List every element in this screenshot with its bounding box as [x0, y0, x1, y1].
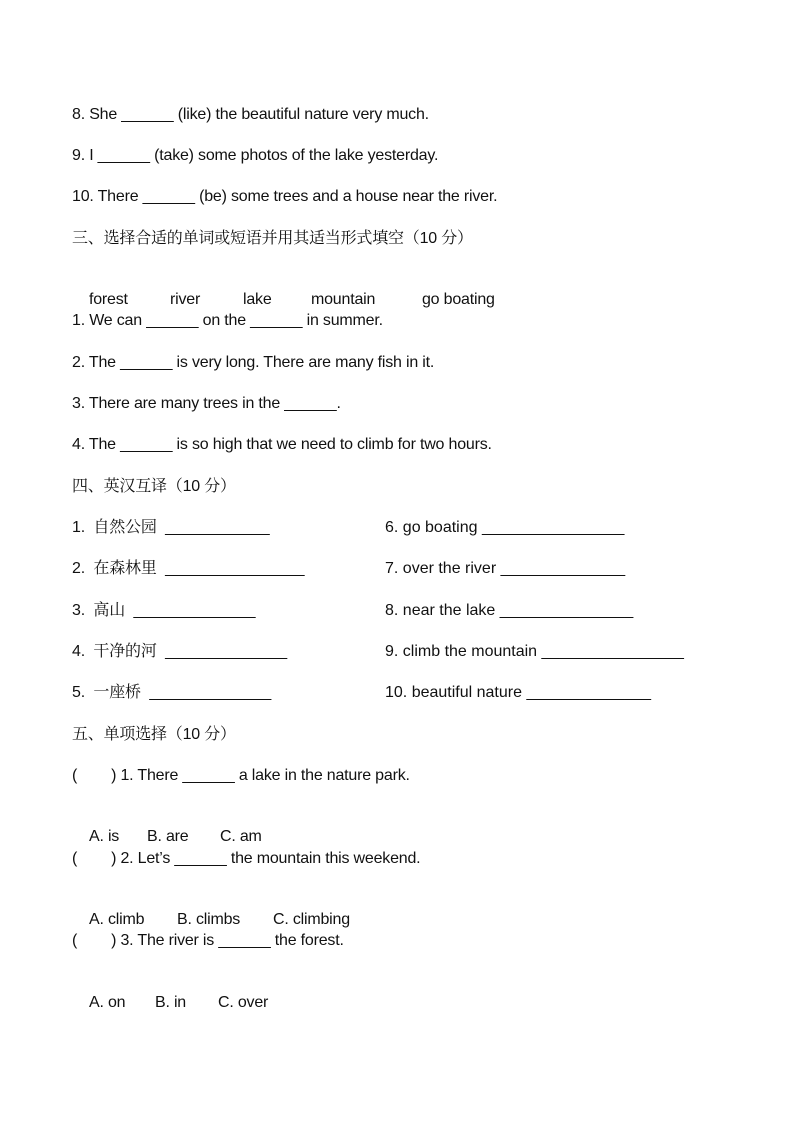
section-4-heading: 四、英汉互译（10 分）: [72, 478, 236, 495]
option: A. is: [88, 828, 120, 845]
word-bank-item: go boating: [421, 291, 495, 308]
section-5-heading: 五、单项选择（10 分）: [72, 726, 236, 743]
choice-options-3: [72, 973, 268, 1033]
translation-item-2: 2. 在森林里 ________________: [72, 560, 305, 577]
option: C. am: [219, 828, 262, 845]
choice-question-2: ( ) 2. Let’s ______ the mountain this weekend.: [72, 850, 421, 867]
word-bank-item: river: [169, 291, 201, 308]
option: A. on: [88, 994, 126, 1011]
option: B. are: [146, 828, 189, 845]
option: C. over: [217, 994, 269, 1011]
translation-item-4: 4. 干净的河 ______________: [72, 643, 287, 660]
section-3-question-2: 2. The ______ is very long. There are many fish in it.: [72, 354, 435, 371]
section-3-question-4: 4. The ______ is so high that we need to climb for two hours.: [72, 436, 492, 453]
translation-item-10: 10. beautiful nature ______________: [385, 684, 652, 701]
translation-item-5: 5. 一座桥 ______________: [72, 684, 272, 701]
section-3-question-1: 1. We can ______ on the ______ in summer.: [72, 312, 383, 329]
question-9: 9. I ______ (take) some photos of the lake yesterday.: [72, 147, 439, 164]
word-bank-item: forest: [88, 291, 128, 308]
section-3-heading: 三、选择合适的单词或短语并用其适当形式填空（10 分）: [72, 230, 473, 247]
option: A. climb: [88, 911, 145, 928]
word-bank-item: mountain: [310, 291, 376, 308]
translation-item-7: 7. over the river ______________: [385, 560, 626, 577]
option: B. in: [154, 994, 187, 1011]
choice-question-1: ( ) 1. There ______ a lake in the nature park.: [72, 767, 410, 784]
word-bank-item: lake: [242, 291, 272, 308]
translation-item-3: 3. 高山 ______________: [72, 602, 256, 619]
choice-question-3: ( ) 3. The river is ______ the forest.: [72, 932, 344, 949]
option: B. climbs: [176, 911, 241, 928]
option: C. climbing: [272, 911, 350, 928]
translation-item-1: 1. 自然公园 ____________: [72, 519, 270, 536]
translation-item-9: 9. climb the mountain ________________: [385, 643, 684, 660]
translation-item-8: 8. near the lake _______________: [385, 602, 634, 619]
section-3-question-3: 3. There are many trees in the ______.: [72, 395, 341, 412]
question-10: 10. There ______ (be) some trees and a house near the river.: [72, 188, 498, 205]
question-8: 8. She ______ (like) the beautiful nature very much.: [72, 106, 429, 123]
translation-item-6: 6. go boating ________________: [385, 519, 625, 536]
